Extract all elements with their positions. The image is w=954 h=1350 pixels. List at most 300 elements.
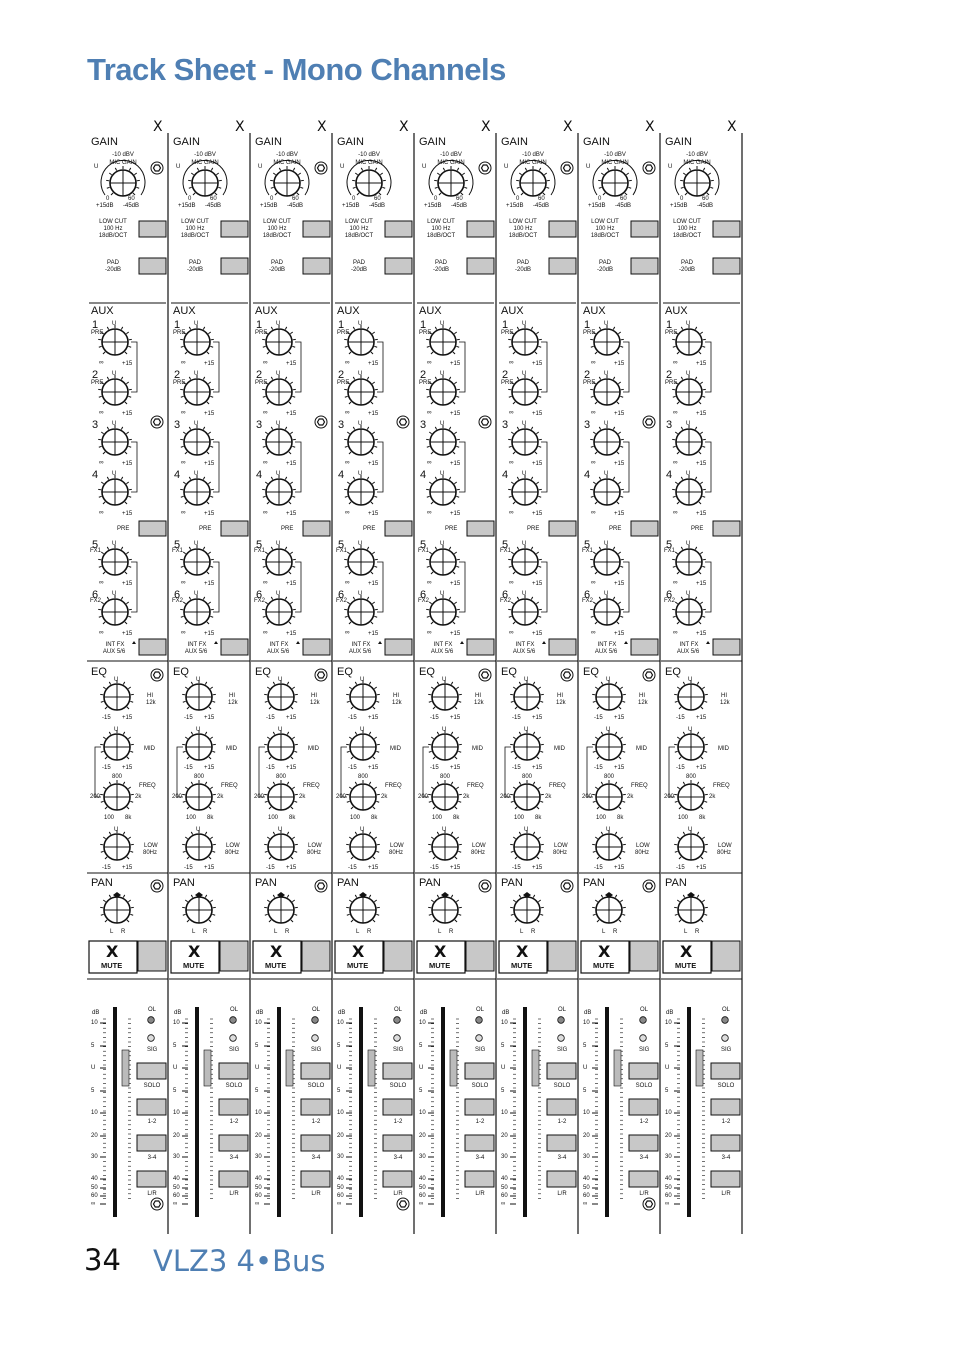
aux-6-number: 6 <box>666 589 673 601</box>
mute-button[interactable] <box>384 941 412 971</box>
assign-lr-button[interactable] <box>137 1171 166 1187</box>
solo-button[interactable] <box>301 1063 330 1079</box>
assign-3-4-button[interactable] <box>711 1135 740 1151</box>
eq-knob-3[interactable] <box>182 780 216 810</box>
fader-scale-label: U <box>583 1065 588 1071</box>
solo-button[interactable] <box>711 1063 740 1079</box>
mic-gain-knob[interactable] <box>516 166 550 196</box>
aux-jack-icon[interactable] <box>151 416 163 428</box>
mute-button[interactable] <box>712 941 740 971</box>
knob-inf-label: ∞ <box>427 579 432 586</box>
pre-button[interactable] <box>303 521 330 536</box>
fader-scale-label: 10 <box>173 1020 180 1026</box>
pan-jack-icon[interactable] <box>561 880 573 892</box>
assign-1-2-label: 1-2 <box>721 1119 731 1125</box>
assign-1-2-button[interactable] <box>629 1099 658 1115</box>
aux-3-knob[interactable] <box>98 425 132 455</box>
eq-jack-icon[interactable] <box>479 669 491 681</box>
aux-5-knob[interactable] <box>590 545 624 575</box>
gain-jack-icon[interactable] <box>643 162 655 174</box>
pre-button[interactable] <box>385 521 412 536</box>
knob-inf-label: ∞ <box>345 509 350 516</box>
aux-6-knob[interactable] <box>508 595 542 625</box>
fader-scale-label: 10 <box>583 1020 590 1026</box>
knob-plus15-label: +15 <box>532 411 543 417</box>
knob-plus15-label: +15 <box>286 765 297 771</box>
knob-inf-label: ∞ <box>509 359 514 366</box>
gain-jack-icon[interactable] <box>561 162 573 174</box>
freq-200-label: 200 <box>418 794 429 800</box>
eq-jack-icon[interactable] <box>561 669 573 681</box>
aux-6-knob[interactable] <box>344 595 378 625</box>
assign-1-2-button[interactable] <box>301 1099 330 1115</box>
aux-1-number: 1 <box>502 319 509 331</box>
pad-button[interactable] <box>631 258 658 274</box>
fader-cap[interactable] <box>286 1050 293 1086</box>
knob-inf-label: ∞ <box>263 409 268 416</box>
pan-jack-icon[interactable] <box>643 880 655 892</box>
assign-1-2-button[interactable] <box>547 1099 576 1115</box>
fader-jack-icon[interactable] <box>397 1198 409 1210</box>
pan-label: PAN <box>337 877 359 889</box>
mic-gain-knob[interactable] <box>434 166 468 196</box>
aux-jack-icon[interactable] <box>643 416 655 428</box>
fader-jack-icon[interactable] <box>151 1198 163 1210</box>
pan-jack-icon[interactable] <box>315 880 327 892</box>
aux-6-knob[interactable] <box>672 595 706 625</box>
aux-3-knob[interactable] <box>180 425 214 455</box>
int-fx-aux-label: AUX 5/6 <box>102 649 126 655</box>
knob-u-label: U <box>688 827 693 833</box>
freq-2k-label: 2k <box>463 794 470 800</box>
gain-jack-icon[interactable] <box>151 162 163 174</box>
knob-u-label: U <box>686 471 691 477</box>
gain-jack-icon[interactable] <box>315 162 327 174</box>
int-fx-label: INT FX <box>597 642 617 648</box>
eq-knob-3[interactable] <box>428 780 462 810</box>
mute-button[interactable] <box>220 941 248 971</box>
int-fx-button[interactable] <box>549 639 576 655</box>
eq-knob-1[interactable] <box>100 680 134 710</box>
eq-knob-1[interactable] <box>428 680 462 710</box>
eq-knob-4[interactable] <box>182 830 216 860</box>
mute-button[interactable] <box>302 941 330 971</box>
fader-scale-label: 10 <box>665 1110 672 1116</box>
eq-knob-2[interactable] <box>264 730 298 760</box>
assign-1-2-button[interactable] <box>219 1099 248 1115</box>
knob-u-label: U <box>524 677 529 683</box>
pre-button[interactable] <box>631 521 658 536</box>
fader-scale-label: 40 <box>91 1176 98 1182</box>
assign-1-2-button[interactable] <box>383 1099 412 1115</box>
fader-cap[interactable] <box>368 1050 375 1086</box>
eq-knob-1[interactable] <box>510 680 544 710</box>
pad-value: -20dB <box>350 267 367 273</box>
gain-60-label: 60 <box>456 196 463 202</box>
knob-minus15-label: -15 <box>594 715 603 721</box>
int-fx-button[interactable] <box>139 639 166 655</box>
assign-3-4-button[interactable] <box>465 1135 494 1151</box>
assign-1-2-button[interactable] <box>465 1099 494 1115</box>
low-cut-button[interactable] <box>221 221 248 237</box>
pad-button[interactable] <box>139 258 166 274</box>
assign-lr-button[interactable] <box>301 1171 330 1187</box>
knob-plus15-label: +15 <box>450 765 461 771</box>
gain-plus15-label: +15dB <box>96 203 114 209</box>
eq-knob-4[interactable] <box>264 830 298 860</box>
pad-button[interactable] <box>303 258 330 274</box>
fader-scale-label: 5 <box>173 1088 177 1094</box>
mic-gain-label: MIC GAIN <box>519 160 547 166</box>
assign-lr-button[interactable] <box>547 1171 576 1187</box>
knob-minus15-label: -15 <box>266 865 275 871</box>
fader-scale-label: 30 <box>419 1154 426 1160</box>
pre-button-label: PRE <box>199 526 212 532</box>
knob-plus15-label: +15 <box>450 865 461 871</box>
pad-value: -20dB <box>678 267 695 273</box>
aux-5-knob[interactable] <box>508 545 542 575</box>
aux-6-number: 6 <box>420 589 427 601</box>
gain-jack-icon[interactable] <box>479 162 491 174</box>
fader-scale-label: U <box>337 1065 342 1071</box>
solo-label: SOLO <box>635 1083 653 1089</box>
mic-gain-label: MIC GAIN <box>273 160 301 166</box>
low-cut-button[interactable] <box>713 221 740 237</box>
assign-3-4-button[interactable] <box>301 1135 330 1151</box>
pad-label: PAD <box>435 260 447 266</box>
eq-knob-3[interactable] <box>592 780 626 810</box>
eq-knob-2[interactable] <box>592 730 626 760</box>
int-fx-button[interactable] <box>467 639 494 655</box>
freq-800-label: 800 <box>194 774 205 780</box>
led-marker-icon <box>624 641 628 644</box>
pad-button[interactable] <box>221 258 248 274</box>
int-fx-button[interactable] <box>631 639 658 655</box>
gain-u-label: U <box>422 164 427 170</box>
gain-label: GAIN <box>337 136 364 148</box>
eq-knob-1[interactable] <box>674 680 708 710</box>
knob-u-label: U <box>522 471 527 477</box>
fader-jack-icon[interactable] <box>643 1198 655 1210</box>
freq-label: FREQ <box>549 783 566 789</box>
ol-led-icon <box>640 1017 647 1024</box>
solo-button[interactable] <box>547 1063 576 1079</box>
strip-mark: X <box>645 119 655 135</box>
assign-3-4-button[interactable] <box>219 1135 248 1151</box>
freq-label: FREQ <box>221 783 238 789</box>
aux-3-number: 3 <box>502 419 509 431</box>
fader-scale-label: U <box>665 1065 670 1071</box>
mute-button[interactable] <box>138 941 166 971</box>
aux-3-knob[interactable] <box>672 425 706 455</box>
fader-scale-label: 40 <box>419 1176 426 1182</box>
fader-scale-label: 40 <box>337 1176 344 1182</box>
aux-6-knob[interactable] <box>426 595 460 625</box>
fader-scale-label: 60 <box>91 1193 98 1199</box>
eq-knob-4[interactable] <box>674 830 708 860</box>
assign-lr-button[interactable] <box>383 1171 412 1187</box>
strip-mark: X <box>399 119 409 135</box>
eq-knob-4[interactable] <box>346 830 380 860</box>
hi-freq-label: 12k <box>638 700 648 706</box>
knob-minus15-label: -15 <box>430 865 439 871</box>
eq-knob-2[interactable] <box>182 730 216 760</box>
mic-gain-knob[interactable] <box>598 166 632 196</box>
knob-plus15-label: +15 <box>696 511 707 517</box>
mid-label: MID <box>636 746 647 752</box>
assign-1-2-button[interactable] <box>137 1099 166 1115</box>
eq-mid-bracket <box>587 747 593 797</box>
knob-inf-label: ∞ <box>263 629 268 636</box>
fader-cap[interactable] <box>450 1050 457 1086</box>
eq-knob-2[interactable] <box>428 730 462 760</box>
low-cut-button[interactable] <box>631 221 658 237</box>
knob-minus15-label: -15 <box>676 715 685 721</box>
knob-inf-label: ∞ <box>263 579 268 586</box>
low-cut-button[interactable] <box>303 221 330 237</box>
eq-knob-4[interactable] <box>592 830 626 860</box>
mic-gain-knob[interactable] <box>680 166 714 196</box>
fader-scale-label: 60 <box>583 1193 590 1199</box>
mid-label: MID <box>554 746 565 752</box>
gain-ref-label: -10 dBV <box>522 152 544 158</box>
mid-label: MID <box>144 746 155 752</box>
pad-button[interactable] <box>549 258 576 274</box>
eq-knob-3[interactable] <box>674 780 708 810</box>
low-cut-button[interactable] <box>467 221 494 237</box>
pre-label: PRE <box>255 380 268 386</box>
fader-cap[interactable] <box>696 1050 703 1086</box>
mic-gain-label: MIC GAIN <box>191 160 219 166</box>
assign-1-2-button[interactable] <box>711 1099 740 1115</box>
solo-label: SOLO <box>307 1083 325 1089</box>
low-freq-label: 80Hz <box>307 850 322 856</box>
solo-button[interactable] <box>137 1063 166 1079</box>
pre-label: PRE <box>91 330 104 336</box>
pad-button[interactable] <box>467 258 494 274</box>
aux-3-knob[interactable] <box>426 425 460 455</box>
aux-4-knob[interactable] <box>344 475 378 505</box>
aux-6-knob[interactable] <box>262 595 296 625</box>
gain-0-label: 0 <box>516 196 520 202</box>
knob-inf-label: ∞ <box>181 409 186 416</box>
eq-knob-3[interactable] <box>510 780 544 810</box>
eq-knob-3[interactable] <box>100 780 134 810</box>
solo-button[interactable] <box>465 1063 494 1079</box>
low-cut-slope: 18dB/OCT <box>426 233 456 239</box>
solo-button[interactable] <box>219 1063 248 1079</box>
int-fx-aux-label: AUX 5/6 <box>266 649 290 655</box>
pan-jack-icon[interactable] <box>151 880 163 892</box>
freq-8k-label: 8k <box>617 815 624 821</box>
aux-5-number: 5 <box>666 539 673 551</box>
solo-button[interactable] <box>629 1063 658 1079</box>
mic-gain-knob[interactable] <box>270 166 304 196</box>
aux-4-knob[interactable] <box>426 475 460 505</box>
assign-lr-button[interactable] <box>219 1171 248 1187</box>
fader-cap[interactable] <box>532 1050 539 1086</box>
eq-knob-4[interactable] <box>428 830 462 860</box>
aux-3-knob[interactable] <box>508 425 542 455</box>
aux-jack-icon[interactable] <box>397 416 409 428</box>
fader-scale-label: ∞ <box>665 1201 670 1207</box>
knob-inf-label: ∞ <box>181 509 186 516</box>
pre-button[interactable] <box>139 521 166 536</box>
mono-channel-strips <box>87 117 742 1234</box>
int-fx-button[interactable] <box>713 639 740 655</box>
aux-3-knob[interactable] <box>590 425 624 455</box>
fx-label: FX1 <box>90 548 102 554</box>
knob-u-label: U <box>112 421 117 427</box>
gain-label: GAIN <box>91 136 118 148</box>
assign-lr-button[interactable] <box>629 1171 658 1187</box>
eq-knob-1[interactable] <box>346 680 380 710</box>
led-marker-icon <box>214 641 218 644</box>
eq-knob-1[interactable] <box>264 680 298 710</box>
aux-3-knob[interactable] <box>262 425 296 455</box>
knob-plus15-label: +15 <box>122 631 133 637</box>
knob-minus15-label: -15 <box>266 765 275 771</box>
sig-led-icon <box>640 1035 647 1042</box>
aux-jack-icon[interactable] <box>479 416 491 428</box>
fader-cap[interactable] <box>614 1050 621 1086</box>
low-cut-button[interactable] <box>385 221 412 237</box>
aux-4-knob[interactable] <box>180 475 214 505</box>
knob-plus15-label: +15 <box>286 865 297 871</box>
aux-jack-icon[interactable] <box>315 416 327 428</box>
knob-plus15-label: +15 <box>286 361 297 367</box>
aux-3-knob[interactable] <box>344 425 378 455</box>
aux-6-knob[interactable] <box>98 595 132 625</box>
eq-jack-icon[interactable] <box>643 669 655 681</box>
eq-jack-icon[interactable] <box>315 669 327 681</box>
eq-knob-2[interactable] <box>346 730 380 760</box>
pre-button[interactable] <box>713 521 740 536</box>
pan-jack-icon[interactable] <box>479 880 491 892</box>
fader-track <box>359 1007 363 1217</box>
fader-scale-label: 30 <box>255 1154 262 1160</box>
pad-button[interactable] <box>713 258 740 274</box>
eq-knob-2[interactable] <box>100 730 134 760</box>
fader-cap[interactable] <box>204 1050 211 1086</box>
fx-label: FX2 <box>254 598 266 604</box>
aux-5-knob[interactable] <box>262 545 296 575</box>
fx-label: FX1 <box>336 548 348 554</box>
freq-200-label: 200 <box>336 794 347 800</box>
eq-knob-3[interactable] <box>346 780 380 810</box>
ol-led-icon <box>476 1017 483 1024</box>
aux-3-number: 3 <box>666 419 673 431</box>
pre-button[interactable] <box>467 521 494 536</box>
pad-button[interactable] <box>385 258 412 274</box>
eq-knob-1[interactable] <box>182 680 216 710</box>
aux-6-knob[interactable] <box>590 595 624 625</box>
knob-minus15-label: -15 <box>184 765 193 771</box>
gain-0-label: 0 <box>680 196 684 202</box>
int-fx-label: INT FX <box>187 642 207 648</box>
gain-minus45-label: -45dB <box>615 203 632 209</box>
fx-label: FX2 <box>664 598 676 604</box>
mic-gain-knob[interactable] <box>352 166 386 196</box>
aux-5-knob[interactable] <box>180 545 214 575</box>
mic-gain-label: MIC GAIN <box>601 160 629 166</box>
aux-4-knob[interactable] <box>98 475 132 505</box>
mute-button[interactable] <box>548 941 576 971</box>
assign-3-4-button[interactable] <box>547 1135 576 1151</box>
knob-u-label: U <box>358 471 363 477</box>
mute-label: MUTE <box>265 961 287 970</box>
low-cut-freq: 100 Hz <box>267 226 287 232</box>
aux-5-knob[interactable] <box>672 545 706 575</box>
aux-2-number: 2 <box>420 369 427 381</box>
aux-5-knob[interactable] <box>426 545 460 575</box>
mute-button[interactable] <box>466 941 494 971</box>
assign-3-4-button[interactable] <box>383 1135 412 1151</box>
solo-button[interactable] <box>383 1063 412 1079</box>
eq-jack-icon[interactable] <box>151 669 163 681</box>
knob-u-label: U <box>112 321 117 327</box>
aux-4-knob[interactable] <box>590 475 624 505</box>
assign-3-4-button[interactable] <box>137 1135 166 1151</box>
eq-knob-4[interactable] <box>100 830 134 860</box>
int-fx-button[interactable] <box>303 639 330 655</box>
mic-gain-knob[interactable] <box>188 166 222 196</box>
aux-4-knob[interactable] <box>672 475 706 505</box>
assign-lr-button[interactable] <box>711 1171 740 1187</box>
low-cut-button[interactable] <box>549 221 576 237</box>
gain-minus45-label: -45dB <box>451 203 468 209</box>
mic-gain-knob[interactable] <box>106 166 140 196</box>
low-label: LOW <box>472 843 486 849</box>
aux-4-knob[interactable] <box>508 475 542 505</box>
channel-strip <box>169 117 251 1234</box>
pan-l-label: L <box>602 929 606 935</box>
aux-6-knob[interactable] <box>180 595 214 625</box>
gain-label: GAIN <box>583 136 610 148</box>
low-cut-button[interactable] <box>139 221 166 237</box>
solo-label: SOLO <box>553 1083 571 1089</box>
eq-knob-2[interactable] <box>674 730 708 760</box>
led-marker-icon <box>132 641 136 644</box>
eq-knob-1[interactable] <box>592 680 626 710</box>
eq-label: EQ <box>501 666 517 678</box>
aux-4-knob[interactable] <box>262 475 296 505</box>
int-fx-button[interactable] <box>221 639 248 655</box>
aux-2-number: 2 <box>338 369 345 381</box>
ol-led-icon <box>394 1017 401 1024</box>
mute-button[interactable] <box>630 941 658 971</box>
knob-u-label: U <box>276 591 281 597</box>
assign-lr-button[interactable] <box>465 1171 494 1187</box>
pre-button-label: PRE <box>117 526 130 532</box>
freq-label: FREQ <box>467 783 484 789</box>
eq-knob-4[interactable] <box>510 830 544 860</box>
aux-5-number: 5 <box>584 539 591 551</box>
eq-knob-3[interactable] <box>264 780 298 810</box>
aux-5-knob[interactable] <box>98 545 132 575</box>
assign-3-4-button[interactable] <box>629 1135 658 1151</box>
pre-button[interactable] <box>221 521 248 536</box>
fader-cap[interactable] <box>122 1050 129 1086</box>
aux-5-knob[interactable] <box>344 545 378 575</box>
pre-button-label: PRE <box>691 526 704 532</box>
int-fx-button[interactable] <box>385 639 412 655</box>
fader-track <box>277 1007 281 1217</box>
pre-button[interactable] <box>549 521 576 536</box>
led-marker-icon <box>378 641 382 644</box>
eq-knob-2[interactable] <box>510 730 544 760</box>
knob-plus15-label: +15 <box>532 581 543 587</box>
